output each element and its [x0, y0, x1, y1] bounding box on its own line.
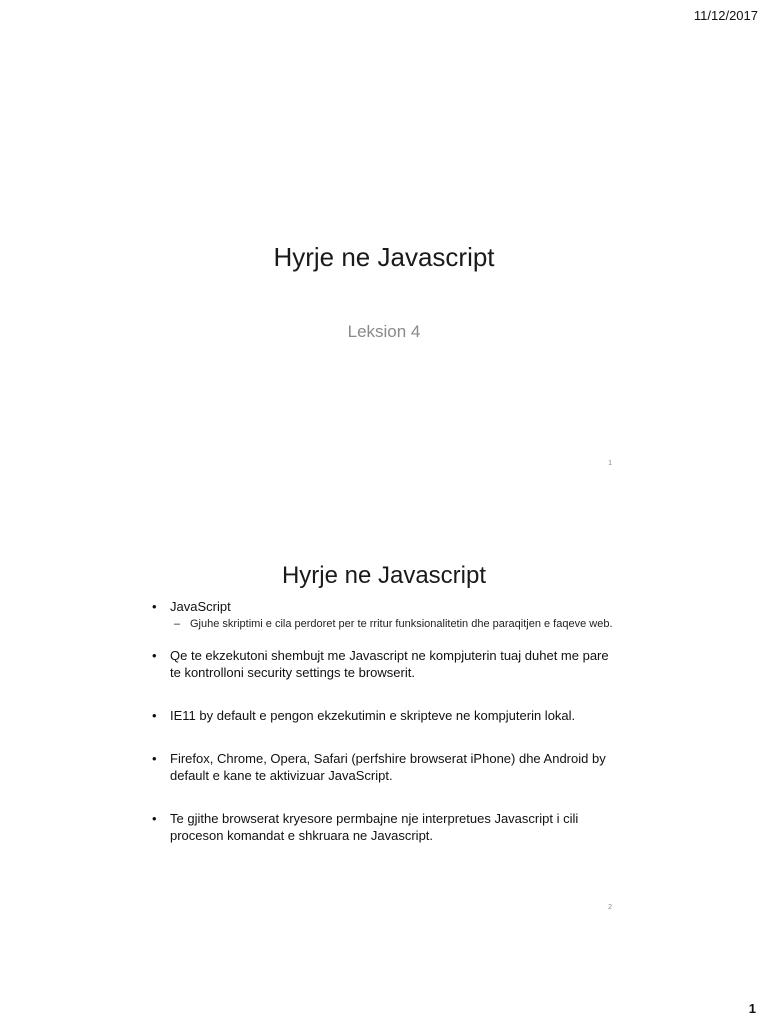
slide-2: [152, 560, 616, 911]
bullet-dot-icon: •: [152, 648, 157, 663]
bullet-item: [152, 750, 616, 784]
sub-bullet-item: [170, 617, 616, 631]
header-date: 11/12/2017: [693, 8, 758, 23]
bullet-item: [152, 598, 616, 631]
slide-title: Hyrje ne Javascript: [281, 562, 487, 589]
slide-number: 2: [608, 904, 612, 911]
sub-bullet-text: Gjuhe skriptimi e cila perdoret per te rritur funksionalitetin dhe paraqitjen e faqeve web.: [190, 618, 613, 630]
dash-icon: –: [174, 618, 181, 630]
bullet-item: [152, 810, 616, 844]
slide-number: 1: [608, 460, 612, 467]
slide-title: Hyrje ne Javascript: [273, 242, 495, 272]
bullet-text: Firefox, Chrome, Opera, Safari (perfshire browserat iPhone) dhe Android by default e kane te aktivizuar JavaScript.: [170, 751, 606, 783]
bullet-text: Te gjithe browserat kryesore permbajne nje interpretues Javascript i cili proceson komandat e shkruara ne Javascript.: [170, 811, 579, 843]
bullet-item: [152, 647, 616, 681]
bullet-dot-icon: •: [152, 708, 157, 723]
bullet-item: [152, 707, 616, 724]
bullet-text: JavaScript: [170, 599, 231, 614]
bullet-dot-icon: •: [152, 751, 157, 766]
bullet-dot-icon: •: [152, 599, 157, 614]
bullet-list: [152, 598, 616, 870]
bullet-text: Qe te ekzekutoni shembujt me Javascript ne kompjuterin tuaj duhet me pare te kontrolloni security settings te browserit.: [170, 648, 609, 680]
bullet-dot-icon: •: [152, 811, 157, 826]
slide-subtitle: Leksion 4: [347, 322, 421, 341]
slide-1: [152, 130, 616, 475]
bullet-text: IE11 by default e pengon ekzekutimin e skripteve ne kompjuterin lokal.: [170, 708, 576, 723]
page-number: 1: [748, 1001, 756, 1016]
